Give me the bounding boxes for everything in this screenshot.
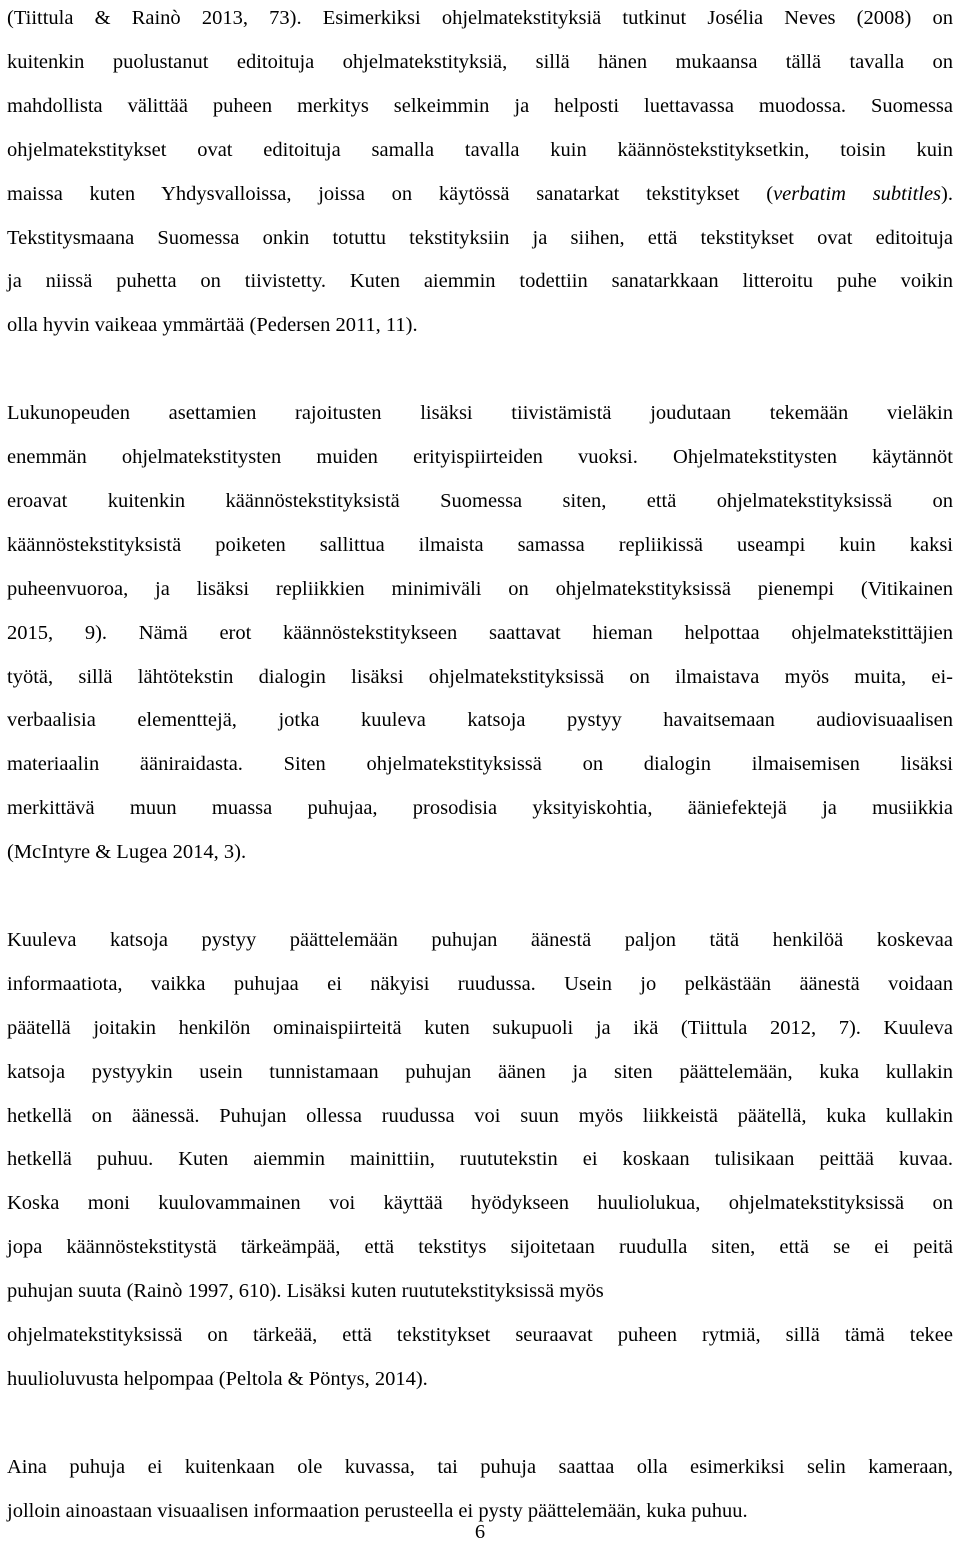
text-segment: maissa kuten Yhdysvalloissa, joissa on käytössä sanatarkat tekstitykset ( [7,182,774,205]
text-segment: jopa käännöstekstitystä tärkeämpää, että tekstitys sijoitetaan ruudulla siten, että se ei peitä [7,1236,953,1259]
text-line [7,1313,953,1357]
text-segment: olla hyvin vaikeaa ymmärtää (Pedersen 2011, 11). [7,314,418,337]
text-line [7,1137,953,1181]
text-line [7,1445,953,1489]
text-segment: (Tiittula & Rainò 2013, 73). Esimerkiksi ohjelmatekstityksiä tutkinut Josélia Neves (2008) on [7,7,953,29]
text-line [7,1357,428,1401]
text-segment: eroavat kuitenkin käännöstekstityksistä Suomessa siten, että ohjelmatekstityksissä on [7,489,953,512]
text-segment: hetkellä puhuu. Kuten aiemmin mainittiin, ruututekstin ei koskaan tulisikaan peittää kuvaa. [7,1148,953,1171]
text-segment: materiaalin ääniraidasta. Siten ohjelmatekstityksissä on dialogin ilmaisemisen lisäksi [7,753,953,776]
text-line [7,1094,953,1138]
text-line [7,962,953,1006]
text-line [7,1050,953,1094]
text-segment: ja niissä puhetta on tiivistetty. Kuten aiemmin todettiin sanatarkkaan litteroitu puhe voikin [7,270,953,293]
text-segment: enemmän ohjelmatekstitysten muiden erityispiirteiden vuoksi. Ohjelmatekstitysten käytännöt [7,446,953,468]
text-segment: Tekstitysmaana Suomessa onkin totuttu tekstityksiin ja siihen, että tekstitykset ovat editoituja [7,226,953,249]
text-segment: ohjelmatekstityksissä on tärkeää, että tekstitykset seuraavat puheen rytmiä, sillä tämä tekee [7,1324,953,1346]
text-segment: merkittävä muun muassa puhujaa, prosodisia yksityiskohtia, ääniefektejä ja musiikkia [7,797,953,820]
text-line [7,918,953,962]
text-line [7,1181,953,1225]
text-line [7,1269,604,1313]
text-line [7,567,953,611]
text-line [7,435,953,479]
text-line [7,303,418,347]
text-segment: kuitenkin puolustanut editoituja ohjelmatekstityksiä, sillä hänen mukaansa tällä tavalla on [7,50,953,73]
text-line [7,1225,953,1269]
text-line [7,128,953,172]
text-segment: Koska moni kuulovammainen voi käyttää hyödykseen huuliolukua, ohjelmatekstityksissä on [7,1192,953,1215]
text-line [7,742,953,786]
text-line [7,830,246,874]
italic-text: verbatim subtitles [773,182,942,205]
text-segment: hetkellä on äänessä. Puhujan ollessa ruudussa voi suun myös liikkeistä päätellä, kuka kullakin [7,1104,953,1127]
text-segment: Aina puhuja ei kuitenkaan ole kuvassa, tai puhuja saattaa olla esimerkiksi selin kameraan, [7,1455,953,1478]
text-segment: puhujan suuta (Rainò 1997, 610). Lisäksi kuten ruututekstityksissä myös [7,1280,604,1303]
text-segment: huulioluvusta helpompaa (Peltola & Pöntys, 2014). [7,1367,428,1390]
text-segment: ohjelmatekstitykset ovat editoituja samalla tavalla kuin käännöstekstityksetkin, toisin kuin [7,138,953,161]
text-line [7,40,953,84]
text-segment: työtä, sillä lähtötekstin dialogin lisäksi ohjelmatekstityksissä on ilmaistava myös muita, ei- [7,665,953,688]
text-line [7,698,953,742]
text-line [7,655,953,699]
text-segment: Lukunopeuden asettamien rajoitusten lisäksi tiivistämistä joudutaan tekemään vieläkin [7,402,953,425]
page-number: 6 [474,1521,486,1543]
text-segment: informaatiota, vaikka puhujaa ei näkyisi ruudussa. Usein jo pelkästään äänestä voidaan [7,972,953,995]
text-segment: mahdollista välittää puheen merkitys selkeimmin ja helposti luettavassa muodossa. Suomessa [7,94,953,117]
text-line [7,391,953,435]
text-segment: Kuuleva katsoja pystyy päättelemään puhujan äänestä paljon tätä henkilöä koskevaa [7,928,953,951]
text-line [7,1006,953,1050]
text-line [7,611,953,655]
text-segment: ). [941,182,953,205]
text-segment: jolloin ainoastaan visuaalisen informaation perusteella ei pysty päättelemään, kuka puhuu. [7,1499,748,1522]
text-line [7,84,953,128]
text-segment: verbaalisia elementtejä, jotka kuuleva katsoja pystyy havaitsemaan audiovisuaalisen [7,709,953,732]
text-segment: katsoja pystyykin usein tunnistamaan puhujan äänen ja siten päättelemään, kuka kullakin [7,1060,953,1083]
text-segment: puheenvuoroa, ja lisäksi repliikkien minimiväli on ohjelmatekstityksissä pienempi (Vitikainen [7,577,953,600]
text-line [7,259,953,303]
text-segment: 2015, 9). Nämä erot käännöstekstitykseen saattavat hieman helpottaa ohjelmatekstittäjien [7,621,953,644]
text-line [7,786,953,830]
text-line [7,479,953,523]
text-segment: käännöstekstityksistä poiketen sallittua ilmaista samassa repliikissä useampi kuin kaksi [7,533,953,556]
text-segment: (McIntyre & Lugea 2014, 3). [7,841,247,864]
text-line [7,0,953,40]
text-segment: päätellä joitakin henkilön ominaispiirteitä kuten sukupuoli ja ikä (Tiittula 2012, 7). Kuuleva [7,1016,953,1039]
text-line [7,172,953,216]
text-line [7,523,953,567]
text-line [7,216,953,260]
